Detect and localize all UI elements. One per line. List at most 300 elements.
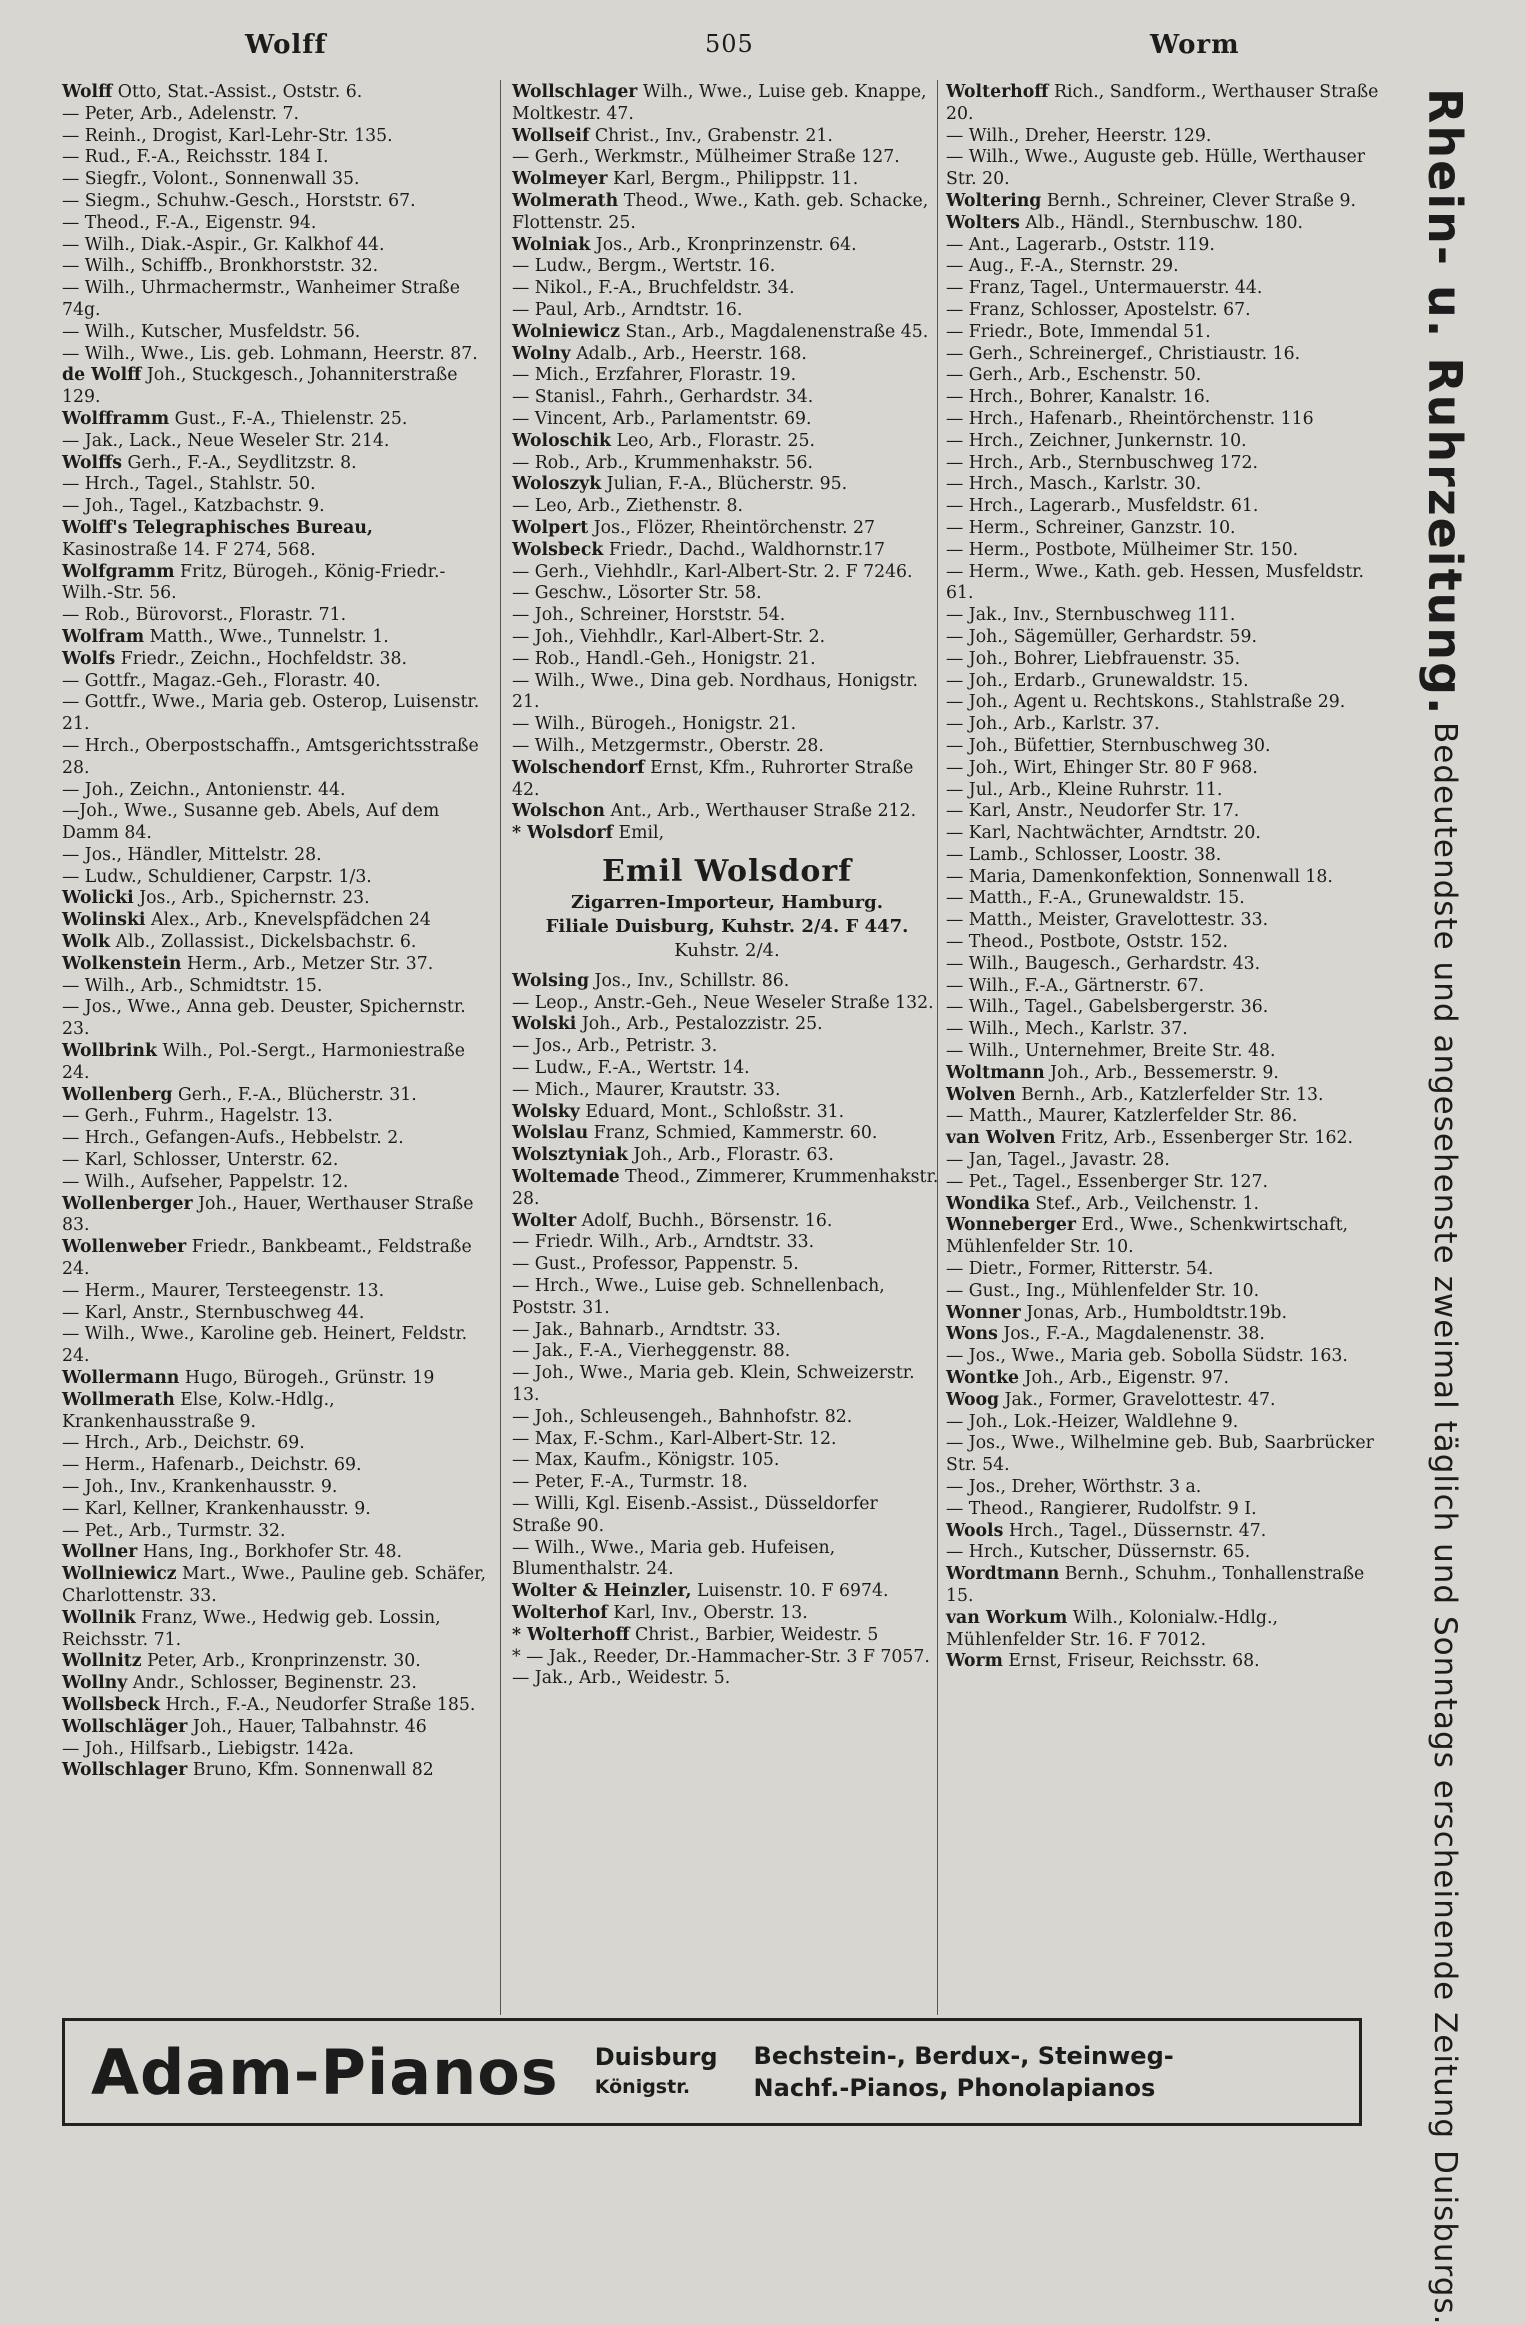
directory-entry: [62, 562, 492, 606]
directory-entry: [62, 496, 492, 518]
directory-entry: [512, 671, 942, 715]
directory-entry: [512, 431, 942, 453]
entry-details: — Wilh., Wwe., Karoline geb. Heinert, Feldstr. 24.: [62, 1324, 468, 1367]
directory-entry: [946, 1194, 1386, 1216]
entry-details: — Joh., Viehhdlr., Karl-Albert-Str. 2.: [512, 626, 826, 647]
entry-details: — Herm., Postbote, Mülheimer Str. 150.: [946, 539, 1299, 560]
directory-entry: [62, 1695, 492, 1717]
entry-details: Franz, Wwe., Hedwig geb. Lossin, Reichsstr. 71.: [62, 1607, 441, 1650]
entry-details: — Theod., Postbote, Oststr. 152.: [946, 932, 1228, 953]
entry-surname: Wolny: [512, 343, 571, 364]
entry-details: — Gerh., Werkmstr., Mülheimer Straße 127.: [512, 147, 900, 168]
entry-details: — Hrch., Gefangen-Aufs., Hebbelstr. 2.: [62, 1128, 404, 1149]
entry-surname: Wollschlager: [512, 82, 638, 102]
entry-details: Adolf, Buchh., Börsenstr. 16.: [576, 1210, 833, 1231]
entry-surname: Wollschlager: [62, 1760, 188, 1781]
directory-entry: [62, 1303, 492, 1325]
entry-surname: Wolschon: [512, 801, 605, 822]
entry-details: Joh., Hauer, Talbahnstr. 46: [187, 1716, 427, 1737]
entry-surname: Wolk: [62, 932, 111, 953]
entry-surname: de Wolff: [62, 365, 142, 386]
directory-entry: [512, 453, 942, 475]
directory-entry: [62, 1542, 492, 1564]
directory-entry: [512, 540, 942, 562]
entry-details: — Paul, Arb., Arndtstr. 16.: [512, 299, 743, 320]
entry-surname: van Wolven: [946, 1128, 1056, 1149]
directory-entry: [62, 1739, 492, 1761]
entry-details: Wilh., Wwe., Luise geb. Knappe, Moltkestr. 47.: [512, 82, 927, 124]
entry-details: Eduard, Mont., Schloßstr. 31.: [579, 1101, 845, 1122]
directory-entry: [62, 213, 492, 235]
directory-entry: [946, 431, 1386, 453]
directory-entry: [512, 1232, 942, 1254]
entry-surname: * Wolsdorf: [512, 823, 614, 844]
entry-surname: Wolterhoff: [946, 82, 1049, 102]
entry-surname: Wolinski: [62, 910, 146, 931]
directory-entry: [512, 1363, 942, 1407]
entry-details: — Gust., Professor, Pappenstr. 5.: [512, 1254, 799, 1275]
directory-entry: [62, 1172, 492, 1194]
directory-entry: [946, 714, 1386, 736]
entry-details: Rich., Sandform., Werthauser Straße 20.: [946, 82, 1379, 124]
entry-details: — Jak., Lack., Neue Weseler Str. 214.: [62, 430, 390, 451]
directory-entry: [512, 300, 942, 322]
directory-entry: [946, 1412, 1386, 1434]
entry-details: — Ludw., Bergm., Wertstr. 16.: [512, 256, 776, 277]
entry-details: Herm., Arb., Metzer Str. 37.: [181, 953, 434, 974]
directory-entry: [946, 1215, 1386, 1259]
directory-entry: [62, 1608, 492, 1652]
entry-surname: Wolfframm: [62, 408, 170, 429]
directory-entry: [512, 649, 942, 671]
entry-details: Christ., Barbier, Weidestr. 5: [629, 1624, 879, 1645]
directory-entry: [512, 82, 942, 126]
entry-details: Adalb., Arb., Heerstr. 168.: [570, 343, 807, 364]
directory-entry: [946, 235, 1386, 257]
entry-details: — Theod., F.-A., Eigenstr. 94.: [62, 212, 317, 233]
entry-details: — Joh., Zeichn., Antonienstr. 44.: [62, 779, 346, 800]
entry-details: — Wilh., F.-A., Gärtnerstr. 67.: [946, 975, 1205, 996]
directory-entry: [62, 1760, 492, 1782]
entry-details: Matth., Wwe., Tunnelstr. 1.: [144, 626, 389, 647]
directory-entry: [62, 845, 492, 867]
entry-surname: Wollny: [62, 1673, 128, 1694]
directory-entry: [62, 649, 492, 671]
entry-details: Erd., Wwe., Schenkwirtschaft, Mühlenfelder Str. 10.: [946, 1215, 1349, 1258]
entry-surname: Wolniak: [512, 234, 591, 255]
entry-details: — Hrch., Hafenarb., Rheintörchenstr. 116: [946, 408, 1314, 429]
directory-entry: [62, 1281, 492, 1303]
directory-entry: [512, 1647, 942, 1669]
directory-entry: [512, 801, 942, 823]
directory-entry: [512, 1429, 942, 1451]
directory-entry: [512, 1123, 942, 1145]
entry-details: — Pet., Tagel., Essenberger Str. 127.: [946, 1171, 1268, 1192]
directory-entry: [62, 671, 492, 693]
directory-entry: [62, 605, 492, 627]
side-banner-subtitle: Bedeutendste und angesehenste zweimal täglich und Sonntags erscheinende Zeitung Duisburgs.: [1427, 721, 1463, 2325]
entry-details: — Gerh., Arb., Eschenstr. 50.: [946, 365, 1202, 386]
directory-entry: [62, 867, 492, 889]
entry-details: — Gottfr., Magaz.-Geh., Florastr. 40.: [62, 670, 381, 691]
entry-surname: Woltmann: [946, 1062, 1045, 1083]
entry-details: Gerh., F.-A., Blücherstr. 31.: [172, 1084, 417, 1105]
entry-surname: Wolffs: [62, 452, 123, 473]
directory-entry: [512, 409, 942, 431]
entry-details: — Mich., Maurer, Krautstr. 33.: [512, 1079, 781, 1100]
directory-entry: [946, 147, 1386, 191]
entry-details: — Jos., Dreher, Wörthstr. 3 a.: [946, 1477, 1202, 1497]
directory-entry: [946, 1150, 1386, 1172]
directory-entry: [946, 1041, 1386, 1063]
directory-entry: [946, 888, 1386, 910]
entry-surname: Wollenberg: [62, 1084, 173, 1105]
directory-entry: [62, 976, 492, 998]
entry-details: — Rob., Arb., Krummenhakstr. 56.: [512, 452, 813, 473]
directory-entry: [62, 1433, 492, 1455]
entry-details: — Joh., Bohrer, Liebfrauenstr. 35.: [946, 648, 1241, 669]
entry-details: — Wilh., Baugesch., Gerhardstr. 43.: [946, 953, 1261, 974]
entry-details: — Karl, Anstr., Sternbuschweg 44.: [62, 1302, 365, 1323]
entry-details: — Jos., Händler, Mittelstr. 28.: [62, 844, 322, 865]
directory-entry: [946, 344, 1386, 366]
bottom-ad-line: Bechstein-, Berdux-, Steinweg-: [753, 2042, 1174, 2070]
entry-details: — Joh., Arb., Karlstr. 37.: [946, 714, 1160, 735]
entry-details: — Siegfr., Volont., Sonnenwall 35.: [62, 169, 360, 190]
directory-entry: [946, 213, 1386, 235]
entry-surname: Wontke: [946, 1368, 1020, 1389]
entry-details: — Joh., Tagel., Katzbachstr. 9.: [62, 496, 325, 517]
entry-details: — Joh., Schreiner, Horststr. 54.: [512, 605, 786, 626]
directory-entry: [62, 1085, 492, 1107]
directory-entry: [512, 147, 942, 169]
entry-details: — Hrch., Masch., Karlstr. 30.: [946, 474, 1202, 495]
directory-entry: [946, 387, 1386, 409]
directory-entry: [946, 801, 1386, 823]
entry-details: Hugo, Bürogeh., Grünstr. 19: [179, 1368, 435, 1389]
entry-details: Hans, Ing., Borkhofer Str. 48.: [137, 1542, 403, 1563]
directory-entry: [512, 1014, 942, 1036]
entry-surname: Wordtmann: [946, 1564, 1060, 1585]
directory-entry: [946, 1564, 1386, 1608]
entry-surname: Wollenberger: [62, 1193, 193, 1214]
entry-surname: Wonneberger: [946, 1215, 1077, 1236]
entry-details: Joh., Arb., Bessemerstr. 9.: [1044, 1062, 1279, 1083]
entry-details: Fritz, Bürogeh., König-Friedr.-Wilh.-Str. 56.: [62, 561, 446, 604]
entry-surname: Wolslau: [512, 1123, 589, 1144]
entry-details: — Wilh., Dreher, Heerstr. 129.: [946, 125, 1212, 146]
entry-surname: Wolicki: [62, 888, 134, 909]
directory-entry: [62, 322, 492, 344]
directory-entry: [62, 1150, 492, 1172]
entry-details: — Vincent, Arb., Parlamentstr. 69.: [512, 408, 812, 429]
entry-details: — Joh., Erdarb., Grunewaldstr. 15.: [946, 670, 1249, 691]
entry-details: Christ., Inv., Grabenstr. 21.: [589, 125, 833, 146]
directory-entry: [946, 518, 1386, 540]
directory-entry: [946, 780, 1386, 802]
entry-surname: Wonner: [946, 1302, 1021, 1323]
directory-entry: [62, 801, 492, 845]
entry-surname: Woloszyk: [512, 474, 602, 495]
entry-surname: Wolkenstein: [62, 953, 182, 974]
entry-details: — Matth., Maurer, Katzlerfelder Str. 86.: [946, 1106, 1298, 1127]
entry-details: Fritz, Arb., Essenberger Str. 162.: [1055, 1128, 1354, 1149]
entry-details: — Dietr., Former, Ritterstr. 54.: [946, 1259, 1214, 1280]
directory-entry: [946, 954, 1386, 976]
directory-entry: [946, 1651, 1386, 1673]
entry-details: — Rud., F.-A., Reichsstr. 184 I.: [62, 147, 329, 168]
entry-details: — Jos., Wwe., Wilhelmine geb. Bub, Saarbrücker Str. 54.: [946, 1433, 1374, 1476]
directory-entry: [946, 1063, 1386, 1085]
entry-details: — Lamb., Schlosser, Loostr. 38.: [946, 844, 1222, 865]
entry-details: — Herm., Hafenarb., Deichstr. 69.: [62, 1455, 362, 1476]
entry-details: — Wilh., Schiffb., Bronkhorststr. 32.: [62, 256, 379, 277]
entry-details: — Wilh., Diak.-Aspir., Gr. Kalkhof 44.: [62, 234, 385, 255]
entry-details: — Wilh., Unternehmer, Breite Str. 48.: [946, 1041, 1276, 1062]
entry-details: Jos., Flözer, Rheintörchenstr. 27: [588, 517, 875, 538]
directory-entry: [62, 1673, 492, 1695]
directory-entry: [62, 235, 492, 257]
entry-surname: Wollsbeck: [62, 1694, 160, 1715]
entry-details: — Wilh., Aufseher, Pappelstr. 12.: [62, 1171, 349, 1192]
entry-details: Otto, Stat.-Assist., Oststr. 6.: [112, 82, 363, 102]
entry-details: — Joh., Inv., Krankenhausstr. 9.: [62, 1477, 338, 1497]
entry-details: — Wilh., Wwe., Dina geb. Nordhaus, Honigstr. 21.: [512, 670, 918, 713]
entry-details: — Gerh., Fuhrm., Hagelstr. 13.: [62, 1106, 333, 1127]
entry-details: Wilh., Kolonialw.-Hdlg., Mühlenfelder Str. 16. F 7012.: [946, 1607, 1278, 1650]
directory-entry: [512, 1102, 942, 1124]
directory-entry: [512, 365, 942, 387]
entry-surname: Wolpert: [512, 517, 589, 538]
entry-details: — Joh., Hilfsarb., Liebigstr. 142a.: [62, 1738, 355, 1759]
entry-details: — Matth., Meister, Gravelottestr. 33.: [946, 910, 1269, 931]
entry-details: Jos., Arb., Kronprinzenstr. 64.: [590, 234, 857, 255]
entry-details: — Karl, Nachtwächter, Arndtstr. 20.: [946, 823, 1261, 844]
directory-entry: [512, 758, 942, 802]
directory-entry: [62, 1499, 492, 1521]
entry-details: — Wilh., Wwe., Lis. geb. Lohmann, Heerstr. 87.: [62, 343, 478, 364]
entry-details: Karl, Bergm., Philippstr. 11.: [607, 169, 859, 190]
entry-surname: Wondika: [946, 1193, 1030, 1214]
entry-details: Leo, Arb., Florastr. 25.: [610, 430, 815, 451]
directory-entry: [946, 932, 1386, 954]
entry-details: Joh., Hauer, Werthauser Straße 83.: [62, 1193, 474, 1236]
directory-entry: [62, 518, 492, 562]
directory-entry: [512, 256, 942, 278]
directory-entry: [62, 1477, 492, 1499]
header-left-keyword: Wolff: [245, 30, 327, 60]
entry-details: — Jul., Arb., Kleine Ruhrstr. 11.: [946, 779, 1223, 800]
column-divider: [500, 80, 501, 2015]
directory-entry: [62, 888, 492, 910]
entry-details: Alex., Arb., Knevelspfädchen 24: [145, 910, 431, 931]
entry-details: Friedr., Zeichn., Hochfeldstr. 38.: [115, 648, 407, 669]
directory-entry: [512, 1211, 942, 1233]
directory-entry: [946, 1128, 1386, 1150]
entry-details: — Wilh., Uhrmachermstr., Wanheimer Straße 74g.: [62, 278, 460, 320]
directory-entry: [62, 169, 492, 191]
entry-details: Gerh., F.-A., Seydlitzstr. 8.: [122, 452, 357, 473]
directory-entry: [946, 256, 1386, 278]
entry-details: —Joh., Wwe., Susanne geb. Abels, Auf dem Damm 84.: [62, 801, 440, 844]
entry-surname: Wons: [946, 1324, 998, 1345]
entry-surname: Wolterhof: [512, 1603, 608, 1623]
entry-surname: Wolniewicz: [512, 321, 620, 342]
entry-details: — Wilh., Tagel., Gabelsbergerstr. 36.: [946, 997, 1269, 1018]
directory-entry: [62, 1237, 492, 1281]
entry-details: — Hrch., Lagerarb., Musfeldstr. 61.: [946, 496, 1259, 517]
entry-details: — Willi, Kgl. Eisenb.-Assist., Düsseldorfer Straße 90.: [512, 1494, 878, 1536]
entry-details: * — Jak., Reeder, Dr.-Hammacher-Str. 3 F 7057.: [512, 1646, 930, 1667]
entry-details: Bernh., Arb., Katzlerfelder Str. 13.: [1015, 1084, 1324, 1105]
directory-entry: [946, 82, 1386, 126]
ad-line: Kuhstr. 2/4.: [674, 939, 780, 961]
directory-entry: [946, 649, 1386, 671]
column-2: [512, 82, 942, 1690]
entry-details: — Nikol., F.-A., Bruchfeldstr. 34.: [512, 278, 795, 299]
directory-entry: [512, 322, 942, 344]
entry-details: — Theod., Rangierer, Rudolfstr. 9 I.: [946, 1498, 1257, 1519]
directory-entry: [512, 1581, 942, 1603]
entry-surname: Wollnitz: [62, 1651, 142, 1672]
entry-details: — Wilh., Wwe., Auguste geb. Hülle, Werthauser Str. 20.: [946, 147, 1366, 190]
directory-entry: [62, 104, 492, 126]
entry-details: Kasinostraße 14. F 274, 568.: [62, 539, 316, 560]
entry-details: — Rob., Bürovorst., Florastr. 71.: [62, 605, 347, 626]
entry-details: — Max, F.-Schm., Karl-Albert-Str. 12.: [512, 1428, 837, 1449]
entry-details: — Herm., Maurer, Tersteegenstr. 13.: [62, 1280, 385, 1301]
entry-surname: * Wolterhoff: [512, 1624, 630, 1645]
directory-entry: [946, 997, 1386, 1019]
directory-entry: [512, 583, 942, 605]
directory-entry: [62, 1717, 492, 1739]
entry-details: Alb., Zollassist., Dickelsbachstr. 6.: [110, 932, 417, 953]
directory-entry: [512, 518, 942, 540]
directory-entry: [512, 1145, 942, 1167]
entry-details: Hrch., Tagel., Düssernstr. 47.: [1003, 1520, 1267, 1541]
directory-entry: [512, 1058, 942, 1080]
ad-company-name: Emil Wolsdorf: [601, 853, 853, 889]
entry-surname: Wollbrink: [62, 1041, 157, 1062]
ad-line: Zigarren-Importeur, Hamburg.: [570, 891, 884, 913]
entry-details: Bruno, Kfm. Sonnenwall 82: [187, 1760, 434, 1781]
directory-entry: [946, 453, 1386, 475]
entry-details: — Joh., Schleusengeh., Bahnhofstr. 82.: [512, 1406, 853, 1427]
entry-details: Stef., Arb., Veilchenstr. 1.: [1029, 1193, 1259, 1214]
entry-details: — Joh., Wirt, Ehinger Str. 80 F 968.: [946, 757, 1258, 778]
bottom-ad-description: [754, 2040, 1174, 2104]
bottom-ad-location: [595, 2042, 718, 2102]
entry-surname: Wolter & Heinzler,: [512, 1581, 692, 1602]
directory-entry: [62, 1041, 492, 1085]
side-banner: [1390, 88, 1500, 2325]
directory-entry: [946, 1019, 1386, 1041]
directory-entry: [512, 387, 942, 409]
entry-details: Ernst, Kfm., Ruhrorter Straße 42.: [512, 757, 914, 800]
directory-entry: [62, 1128, 492, 1150]
directory-entry: [512, 1320, 942, 1342]
directory-entry: [62, 126, 492, 148]
directory-entry: [512, 1341, 942, 1363]
entry-details: — Hrch., Tagel., Stahlstr. 50.: [62, 474, 316, 495]
directory-entry: [946, 1542, 1386, 1564]
directory-entry: [946, 1477, 1386, 1499]
entry-details: — Jos., Wwe., Anna geb. Deuster, Spichernstr. 23.: [62, 997, 466, 1040]
entry-details: — Rob., Handl.-Geh., Honigstr. 21.: [512, 648, 816, 669]
directory-entry: [62, 82, 492, 104]
directory-entry: [946, 474, 1386, 496]
entry-details: — Joh., Lok.-Heizer, Waldlehne 9.: [946, 1411, 1239, 1432]
entry-surname: Wolfs: [62, 648, 116, 669]
directory-entry: [946, 1608, 1386, 1652]
bottom-ad-city: Duisburg: [594, 2043, 718, 2071]
entry-details: — Hrch., Bohrer, Kanalstr. 16.: [946, 387, 1211, 408]
directory-entry: [512, 1472, 942, 1494]
entry-details: — Jak., Inv., Sternbuschweg 111.: [946, 605, 1236, 626]
entry-details: — Jan, Tagel., Javastr. 28.: [946, 1150, 1170, 1171]
entry-details: — Gottfr., Wwe., Maria geb. Osterop, Luisenstr. 21.: [62, 692, 480, 735]
entry-details: — Mich., Erzfahrer, Florastr. 19.: [512, 365, 797, 386]
entry-details: — Wilh., Kutscher, Musfeldstr. 56.: [62, 321, 361, 342]
entry-surname: Wolsbeck: [512, 539, 604, 560]
entry-details: — Wilh., Mech., Karlstr. 37.: [946, 1019, 1188, 1040]
directory-entry: [62, 932, 492, 954]
directory-entry: [62, 1651, 492, 1673]
directory-entry: [62, 1106, 492, 1128]
directory-entry: [512, 1036, 942, 1058]
entry-details: — Hrch., Arb., Sternbuschweg 172.: [946, 452, 1258, 473]
entry-surname: Woltemade: [512, 1167, 620, 1188]
directory-entry: [946, 1433, 1386, 1477]
entry-surname: Wolmerath: [512, 190, 619, 211]
directory-entry: [946, 758, 1386, 780]
entry-details: — Maria, Damenkonfektion, Sonnenwall 18.: [946, 866, 1333, 887]
entry-details: Luisenstr. 10. F 6974.: [691, 1581, 889, 1602]
entry-surname: Wolsky: [512, 1101, 580, 1122]
entry-details: — Gerh., Viehhdlr., Karl-Albert-Str. 2. F 7246.: [512, 561, 913, 582]
entry-surname: Wollnik: [62, 1607, 136, 1628]
entry-details: — Geschw., Lösorter Str. 58.: [512, 583, 762, 604]
directory-entry: [512, 1625, 942, 1647]
entry-details: — Gust., Ing., Mühlenfelder Str. 10.: [946, 1280, 1260, 1301]
entry-surname: Wollniewicz: [62, 1564, 177, 1585]
entry-details: — Herm., Wwe., Kath. geb. Hessen, Musfeldstr. 61.: [946, 561, 1365, 604]
entry-details: Joh., Stuckgesch., Johanniterstraße 129.: [62, 365, 458, 408]
entry-surname: Wolsztyniak: [512, 1145, 628, 1166]
column-1: [62, 82, 492, 1782]
directory-entry: [512, 736, 942, 758]
entry-details: — Leop., Anstr.-Geh., Neue Weseler Straße 132.: [512, 992, 934, 1013]
directory-entry: [946, 910, 1386, 932]
entry-surname: Wolters: [946, 212, 1020, 233]
entry-surname: Wolff's Telegraphisches Bureau,: [62, 517, 373, 538]
directory-entry: [512, 126, 942, 148]
directory-entry: [62, 692, 492, 736]
entry-details: — Karl, Kellner, Krankenhausstr. 9.: [62, 1498, 371, 1519]
entry-details: Jak., Former, Gravelottestr. 47.: [999, 1389, 1276, 1410]
directory-entry: [62, 474, 492, 496]
directory-entry: [512, 971, 942, 993]
entry-details: — Hrch., Oberpostschaffn., Amtsgerichtsstraße 28.: [62, 735, 479, 778]
directory-entry: [62, 1521, 492, 1543]
page-number: 505: [705, 30, 754, 58]
entry-details: — Pet., Arb., Turmstr. 32.: [62, 1520, 286, 1541]
directory-entry: [512, 496, 942, 518]
directory-entry: [512, 1603, 942, 1625]
directory-entry: [946, 322, 1386, 344]
entry-surname: Wollschläger: [62, 1716, 188, 1737]
directory-entry: [946, 1368, 1386, 1390]
